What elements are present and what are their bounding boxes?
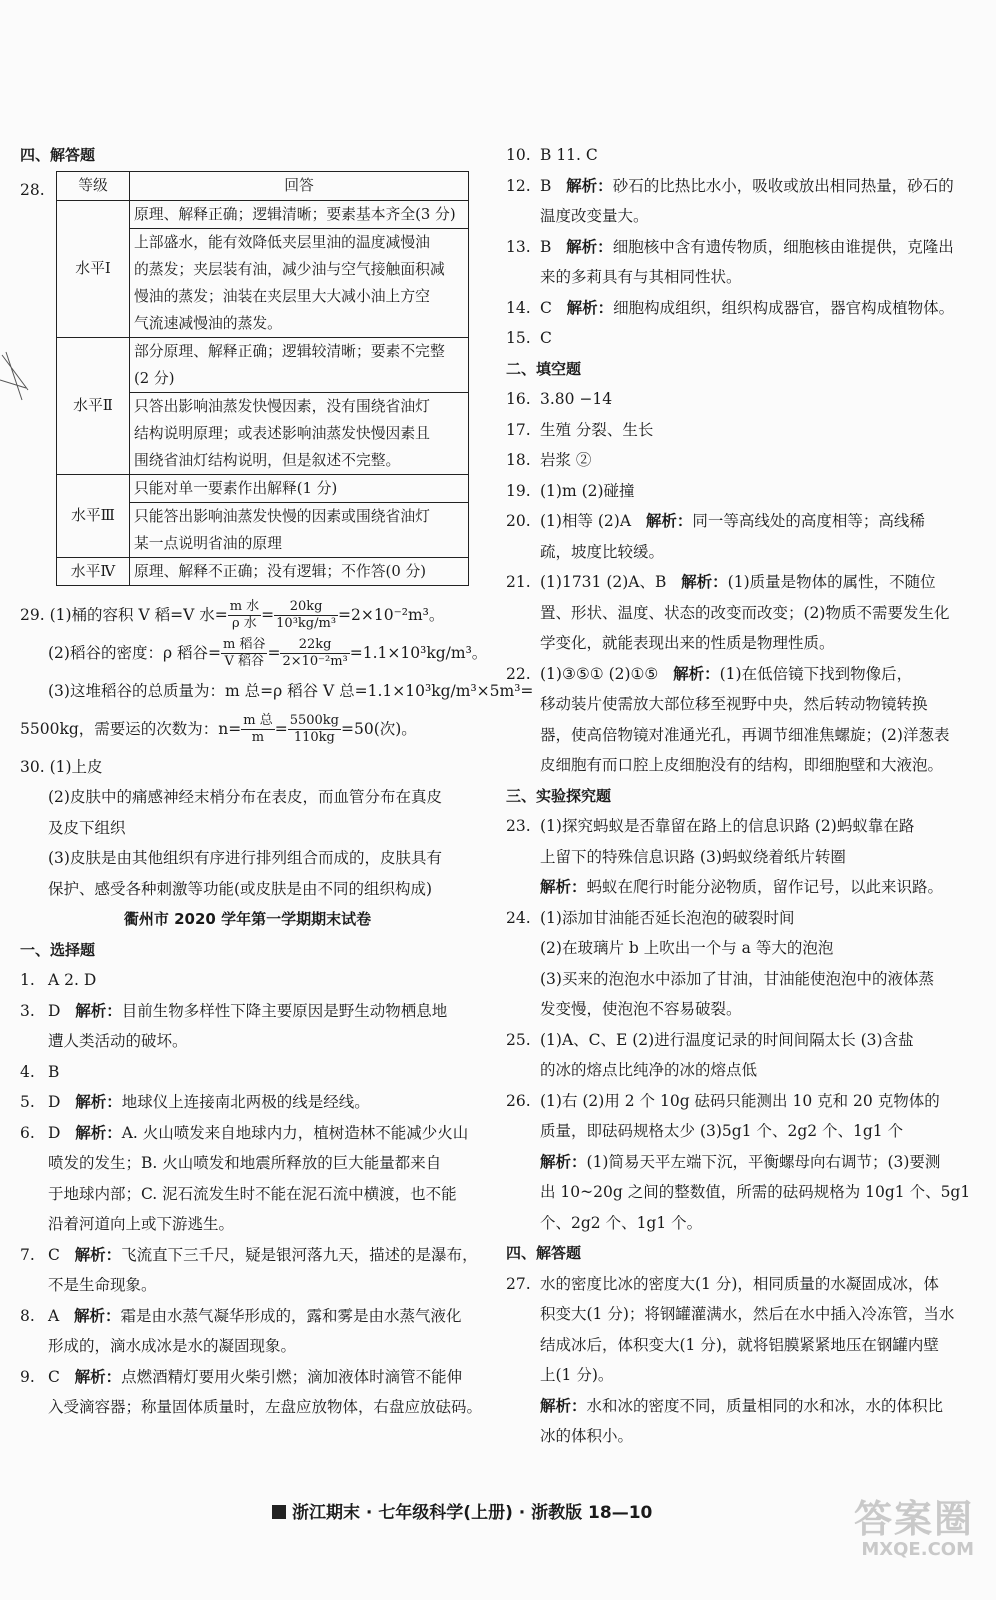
- item-number: 7.: [20, 1245, 35, 1264]
- analysis-label: 解析：: [540, 1152, 587, 1171]
- item-number: 24.: [506, 908, 531, 927]
- question-29: [20, 596, 534, 748]
- analysis-line: [506, 1147, 976, 1178]
- item-text: 生殖 分裂、生长: [540, 420, 654, 439]
- item-answer: B: [540, 176, 552, 195]
- item-number: 27.: [506, 1274, 531, 1293]
- item-number: 13.: [506, 237, 531, 256]
- item-text: 细胞核中含有遗传物质，细胞核由谁提供，克隆出: [612, 237, 954, 256]
- list-item: [20, 965, 475, 996]
- level-cell: 水平Ⅲ: [57, 474, 130, 557]
- item-number: 12.: [506, 176, 531, 195]
- analysis-label: 解析：: [74, 1367, 122, 1386]
- criteria-line: 原理、解释正确；逻辑清晰；要素基本齐全(3 分): [134, 205, 456, 223]
- example-line: 慢油的蒸发；油装在夹层里大大减小油上方空: [134, 287, 430, 305]
- analysis-label: 解析：: [73, 1306, 121, 1325]
- table-row: [57, 337, 469, 474]
- item-text: 器，使高倍物镜对准通光孔，再调节细准焦螺旋；(2)洋葱表: [540, 725, 950, 744]
- item-answer: D: [48, 1093, 61, 1111]
- list-item: [506, 384, 976, 415]
- item-text: 发变慢，使泡泡不容易破裂。: [540, 1000, 742, 1018]
- criteria-line: (2 分): [134, 369, 175, 387]
- fraction: [274, 599, 338, 632]
- item-text: (1)A、C、E (2)进行温度记录的时间间隔太长 (3)含盐: [540, 1030, 914, 1049]
- item-text: (1)在低倍镜下找到物像后，: [719, 664, 913, 683]
- item-text: 目前生物多样性下降主要原因是野生动物栖息地: [121, 1001, 448, 1020]
- example-line: 只答出影响油蒸发快慢因素，没有围绕省油灯: [134, 397, 430, 415]
- list-item: [20, 1087, 475, 1118]
- item-text: 于地球内部；C. 泥石流发生时不能在泥石流中横渡，也不能: [48, 1184, 457, 1203]
- item-answer: C: [540, 298, 552, 317]
- watermark-logo: 答案圈: [853, 1497, 974, 1541]
- denominator: 2×10⁻²m³: [282, 654, 348, 669]
- item-number: 9.: [20, 1367, 35, 1386]
- item-number: 1.: [20, 971, 35, 989]
- formula-text: =50(次)。: [341, 719, 417, 738]
- item-number: 8.: [20, 1306, 35, 1325]
- equals: =: [261, 605, 275, 624]
- item-text: 个、2g2 个、1g1 个。: [540, 1213, 703, 1232]
- fraction: [280, 637, 349, 670]
- list-item: [20, 1301, 475, 1332]
- answer-cell: [130, 200, 469, 337]
- q29-line-1: [20, 596, 475, 634]
- fraction: [241, 713, 274, 746]
- formula-text: (2)稻谷的密度：ρ 稻谷=: [48, 643, 221, 662]
- item-answer: C: [48, 1245, 60, 1264]
- item-text: 蚂蚁在爬行时能分泌物质，留作记号，以此来识路。: [586, 878, 944, 896]
- example-line: 的蒸发；夹层装有油，减少油与空气接触面积减: [134, 260, 445, 278]
- example-block: [130, 502, 468, 557]
- section-title-experiment: 三、实验探究题: [506, 786, 612, 805]
- q29-line-2: [20, 634, 488, 672]
- question-number: 28.: [20, 180, 45, 199]
- item-number: 15.: [506, 329, 531, 347]
- analysis-label: 解析：: [75, 1001, 122, 1020]
- item-text: 疏，坡度比较缓。: [540, 542, 665, 561]
- analysis-line: [506, 1391, 976, 1422]
- item-number: 6.: [20, 1123, 35, 1142]
- item-text: 地球仪上连接南北两极的线是经线。: [121, 1093, 370, 1111]
- item-text: (3)买来的泡泡水中添加了甘油，甘油能使泡泡中的液体蒸: [540, 969, 934, 988]
- q30-line: 及皮下组织: [48, 818, 126, 837]
- fraction: [221, 637, 267, 670]
- item-answer: B: [540, 237, 552, 256]
- analysis-label: 解析：: [645, 512, 693, 530]
- item-number: 16.: [506, 390, 531, 408]
- item-text: 细胞构成组织，组织构成器官，器官构成植物体。: [613, 298, 955, 317]
- item-text: 结成冰后，体积变大(1 分)，就将铝膜紧紧地压在钢罐内壁: [540, 1335, 939, 1354]
- q29-line-4: [20, 710, 475, 748]
- item-number: 5.: [20, 1093, 35, 1111]
- item-text: 来的多莉具有与其相同性状。: [540, 268, 742, 286]
- item-number: 14.: [506, 298, 531, 317]
- denominator: V 稻谷: [224, 654, 264, 669]
- item-text: 置、形状、温度、状态的改变而改变；(2)物质不需要发生化: [540, 603, 950, 622]
- answer-cell: [130, 337, 469, 474]
- list-item: [506, 232, 976, 263]
- analysis-label: 解析：: [681, 573, 728, 591]
- list-item: [506, 140, 976, 171]
- item-number: 4.: [20, 1062, 35, 1081]
- item-text: 岩浆 ②: [540, 451, 592, 469]
- item-text: 积变大(1 分)；将钢罐灌满水，然后在水中插入冷冻管，当水: [540, 1305, 955, 1323]
- item-number: 25.: [506, 1030, 531, 1049]
- item-answer: (1)相等 (2)A: [540, 512, 632, 530]
- denominator: m: [251, 730, 265, 745]
- analysis-label: 解析：: [75, 1093, 122, 1111]
- item-number: 3.: [20, 1001, 35, 1020]
- list-item: [20, 1362, 475, 1393]
- example-line: 围绕省油灯结构说明，但是叙述不完整。: [134, 451, 401, 469]
- item-text: 同一等高线处的高度相等；高线稀: [692, 512, 925, 530]
- list-item: [20, 1057, 475, 1088]
- item-text: 温度改变量大。: [540, 207, 649, 225]
- item-answer: C: [48, 1367, 60, 1386]
- item-text: 移动装片使需放大部位移至视野中央，然后转动物镜转换: [540, 695, 928, 713]
- question-28: [20, 171, 475, 586]
- table-row: [57, 200, 469, 337]
- list-item: [506, 293, 976, 324]
- item-text: 上留下的特殊信息识路 (3)蚂蚁绕着纸片转圈: [540, 847, 846, 866]
- table-row: [57, 474, 469, 557]
- item-answer: (1)③⑤① (2)①⑤: [540, 664, 659, 683]
- mc-list: [20, 965, 483, 1423]
- list-item: [506, 811, 976, 842]
- list-item: [506, 1025, 976, 1056]
- item-text: B 11. C: [540, 146, 598, 164]
- item-answer: (1)1731 (2)A、B: [540, 573, 667, 591]
- item-text: 上(1 分)。: [540, 1366, 614, 1384]
- numerator: 20kg: [274, 599, 338, 616]
- formula-text: 5500kg，需要运的次数为：n=: [20, 719, 242, 738]
- list-item: [506, 567, 976, 598]
- level-cell: 水平Ⅰ: [57, 200, 130, 337]
- analysis-label: 解析：: [74, 1245, 122, 1264]
- item-text: (1)探究蚂蚁是否靠留在路上的信息识路 (2)蚂蚁靠在路: [540, 817, 915, 835]
- item-text: 水和冰的密度不同，质量相同的水和冰，水的体积比: [586, 1396, 944, 1415]
- numerator: m 总: [243, 713, 273, 728]
- answer-cell: [130, 474, 469, 557]
- fraction: [228, 599, 261, 632]
- section-title-fill: 二、填空题: [506, 359, 582, 378]
- table-header-row: [57, 171, 469, 200]
- q30-line: 保护、感受各种刺激等功能(或皮肤是由不同的组织构成): [48, 879, 433, 898]
- item-text: (1)m (2)碰撞: [540, 481, 635, 500]
- section-title-answer-right: 四、解答题: [506, 1244, 582, 1262]
- q30-line: 30. (1)上皮: [20, 757, 103, 776]
- item-text: (2)在玻璃片 b 上吹出一个与 a 等大的泡泡: [540, 939, 834, 957]
- numerator: m 稻谷: [222, 637, 266, 652]
- analysis-line: [506, 872, 976, 903]
- item-text: 出 10~20g 之间的整数值，所需的砝码规格为 10g1 个、5g1: [540, 1183, 971, 1201]
- numerator: 5500kg: [289, 713, 339, 728]
- item-text: (1)简易天平左端下沉，平衡螺母向右调节；(3)要测: [586, 1152, 941, 1171]
- item-text: 点燃酒精灯要用火柴引燃；滴加液体时滴管不能伸: [121, 1367, 463, 1386]
- level-cell: 水平Ⅱ: [57, 337, 130, 474]
- example-line: 某一点说明省油的原理: [134, 534, 282, 552]
- numerator: 22kg: [280, 637, 349, 654]
- criteria-line: 原理、解释不正确；没有逻辑；不作答(0 分): [134, 562, 427, 580]
- question-30: [20, 752, 475, 905]
- item-text: 喷发的发生；B. 火山喷发和地震所释放的巨大能量都来自: [48, 1154, 442, 1172]
- q30-line: (3)皮肤是由其他组织有序进行排列组合而成的，皮肤具有: [48, 849, 442, 867]
- equals: =: [274, 719, 288, 738]
- item-text: 的冰的熔点比纯净的冰的熔点低: [540, 1061, 758, 1079]
- item-text: 沿着河道向上或下游逃生。: [48, 1215, 235, 1233]
- item-text: 入受滴容器；称量固体质量时，左盘应放物体，右盘应放砝码。: [48, 1398, 483, 1416]
- item-number: 22.: [506, 664, 531, 683]
- numerator: m 水: [229, 599, 260, 614]
- table-header-level: 等级: [57, 171, 130, 200]
- item-answer: A: [48, 1306, 60, 1325]
- item-text: A. 火山喷发来自地球内力，植树造林不能减少火山: [121, 1123, 469, 1142]
- example-line: 气流速减慢油的蒸发。: [134, 314, 282, 332]
- item-text: A 2. D: [48, 971, 97, 989]
- section-title-answer: 四、解答题: [20, 146, 96, 164]
- item-answer: D: [48, 1123, 61, 1142]
- answer-cell: [130, 557, 469, 585]
- analysis-label: 解析：: [540, 1396, 587, 1415]
- item-number: 26.: [506, 1091, 531, 1110]
- list-item: [506, 506, 976, 537]
- level-cell: 水平Ⅳ: [57, 557, 130, 585]
- item-text: B: [48, 1062, 60, 1081]
- list-item: [506, 1269, 976, 1300]
- item-text: C: [540, 329, 552, 347]
- analysis-label: 解析：: [566, 237, 613, 256]
- list-item: [506, 1086, 976, 1117]
- q30-line: (2)皮肤中的痛感神经末梢分布在表皮，而血管分布在真皮: [48, 788, 442, 806]
- right-column: [506, 140, 976, 1452]
- formula-text: 29. (1)桶的容积 V 稻=V 水=: [20, 605, 228, 624]
- item-number: 10.: [506, 146, 531, 164]
- criteria-line: 部分原理、解释正确；逻辑较清晰；要素不完整: [134, 342, 445, 360]
- item-number: 20.: [506, 512, 531, 530]
- table-header-answer: 回答: [130, 171, 469, 200]
- example-line: 只能答出影响油蒸发快慢的因素或围绕省油灯: [134, 507, 430, 525]
- section-title-choice: 一、选择题: [20, 940, 96, 959]
- list-item: [20, 1240, 478, 1271]
- item-number: 23.: [506, 817, 531, 835]
- item-text: (1)右 (2)用 2 个 10g 砝码只能测出 10 克和 20 克物体的: [540, 1091, 940, 1110]
- item-number: 18.: [506, 451, 531, 469]
- item-number: 17.: [506, 420, 531, 439]
- grading-table: [56, 171, 469, 586]
- criteria-line: 只能对单一要素作出解释(1 分): [134, 479, 338, 497]
- example-line: 结构说明原理；或表述影响油蒸发快慢因素且: [134, 424, 430, 442]
- analysis-label: 解析：: [566, 298, 614, 317]
- exam-title: 衢州市 2020 学年第一学期期末试卷: [123, 910, 372, 928]
- list-item: [506, 171, 976, 202]
- item-number: 19.: [506, 481, 531, 500]
- formula-text: =2×10⁻²m³。: [338, 605, 445, 624]
- denominator: 110kg: [293, 730, 335, 745]
- analysis-label: 解析：: [540, 878, 587, 896]
- fraction: [288, 713, 341, 746]
- footer-square-icon: [272, 1505, 286, 1519]
- list-item: [506, 476, 976, 507]
- item-number: 21.: [506, 573, 531, 591]
- page-footer: [272, 1498, 652, 1523]
- example-block: [130, 228, 468, 337]
- analysis-label: 解析：: [566, 176, 613, 195]
- item-text: 水的密度比冰的密度大(1 分)，相同质量的水凝固成冰，体: [540, 1274, 939, 1293]
- q29-line-3: (3)这堆稻谷的总质量为：m 总=ρ 稻谷 V 总=1.1×10³kg/m³×5m³=: [48, 681, 534, 700]
- table-row: [57, 557, 469, 585]
- example-block: [130, 392, 468, 474]
- list-item: [506, 659, 976, 690]
- watermark: [854, 1488, 974, 1560]
- footer-text: 浙江期末 · 七年级科学(上册) · 浙教版 18—10: [292, 1503, 653, 1523]
- item-text: 3.80 −14: [540, 390, 613, 408]
- item-text: (1)质量是物体的属性，不随位: [727, 573, 936, 591]
- denominator: 10³kg/m³: [276, 616, 337, 631]
- item-text: 霜是由水蒸气凝华形成的，露和雾是由水蒸气液化: [120, 1306, 462, 1325]
- item-text: 不是生命现象。: [48, 1276, 157, 1294]
- analysis-label: 解析：: [75, 1123, 122, 1142]
- list-item: [20, 996, 475, 1027]
- item-text: (1)添加甘油能否延长泡泡的破裂时间: [540, 908, 795, 927]
- list-item: [506, 323, 976, 354]
- item-answer: D: [48, 1001, 61, 1020]
- analysis-label: 解析：: [673, 664, 720, 683]
- item-text: 学变化，就能表现出来的性质是物理性质。: [540, 634, 835, 652]
- list-item: [506, 903, 976, 934]
- formula-text: =1.1×10³kg/m³。: [349, 643, 488, 662]
- list-item: [506, 445, 976, 476]
- item-text: 砂石的比热比水小，吸收或放出相同热量，砂石的: [612, 176, 954, 195]
- item-text: 皮细胞有而口腔上皮细胞没有的结构，即细胞壁和大液泡。: [540, 756, 944, 774]
- item-text: 质量，即砝码规格太少 (3)5g1 个、2g2 个、1g1 个: [540, 1122, 904, 1140]
- item-text: 形成的，滴水成冰是水的凝固现象。: [48, 1337, 297, 1355]
- item-text: 冰的体积小。: [540, 1427, 634, 1445]
- watermark-url: MXQE.COM: [861, 1539, 974, 1560]
- example-line: 上部盛水，能有效降低夹层里油的温度减慢油: [134, 233, 430, 251]
- list-item: [20, 1118, 475, 1149]
- list-item: [506, 415, 976, 446]
- item-text: 飞流直下三千尺，疑是银河落九天，描述的是瀑布，: [121, 1245, 478, 1264]
- equals: =: [267, 643, 281, 662]
- denominator: ρ 水: [232, 616, 257, 631]
- item-text: 遭人类活动的破坏。: [48, 1032, 188, 1050]
